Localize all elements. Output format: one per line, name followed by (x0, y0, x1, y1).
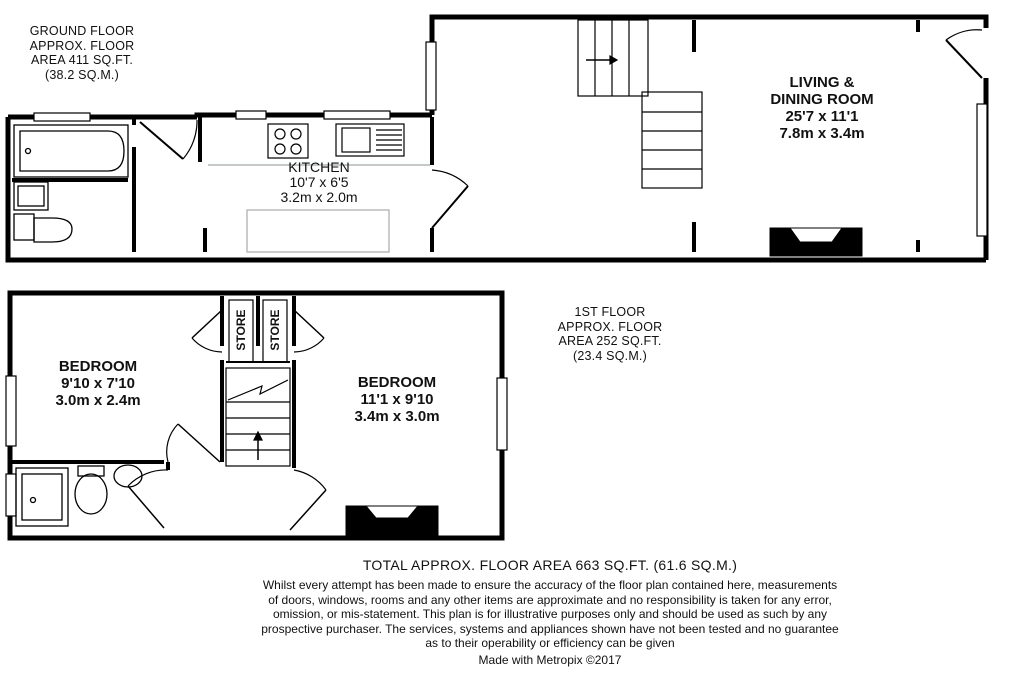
first-floor-area-line: 1ST FLOOR (574, 305, 646, 319)
disclaimer-line: of doors, windows, rooms and any other items are approximate and no responsibility is taken for any error, (268, 592, 832, 607)
ground-floor-area-line: GROUND FLOOR (29, 24, 135, 38)
total-floor-area: TOTAL APPROX. FLOOR AREA 663 SQ.FT. (61.6 SQ.M.) (362, 557, 738, 573)
first-floor-area-line: AREA 252 SQ.FT. (558, 334, 662, 348)
made-with-credit: Made with Metropix ©2017 (478, 653, 622, 667)
bedroom-left-name: BEDROOM (58, 358, 138, 375)
first-floor-doors (128, 424, 326, 530)
toilet (14, 214, 72, 242)
kitchen-name: KITCHEN (288, 159, 350, 175)
living-metric: 7.8m x 3.4m (779, 125, 865, 142)
bedroom-left-label (36, 358, 160, 409)
ground-floor-area-line: APPROX. FLOOR (29, 38, 135, 53)
ground-floor-stairs (578, 20, 702, 188)
living-dining-label (740, 74, 904, 142)
first-floor-fireplace (346, 506, 438, 536)
first-floor-area-line: (23.4 SQ.M.) (573, 348, 647, 363)
basin (14, 182, 48, 210)
kitchen-imperial: 10'7 x 6'5 (289, 174, 349, 190)
living-name-line1: LIVING & (789, 74, 855, 91)
living-imperial: 25'7 x 11'1 (785, 108, 859, 125)
bedroom-left-metric: 3.0m x 2.4m (55, 392, 141, 409)
kitchen-metric: 3.2m x 2.0m (280, 189, 358, 205)
disclaimer-line: Whilst every attempt has been made to ensure the accuracy of the floor plan contained here, measurements (262, 578, 838, 592)
disclaimer (210, 578, 890, 651)
store-left-label: STORE (234, 309, 248, 351)
ground-floor-area-line: AREA 411 SQ.FT. (30, 53, 134, 67)
bathtub (14, 125, 128, 177)
bedroom-right-label (334, 374, 460, 425)
ground-floor-area-line: (38.2 SQ.M.) (45, 67, 119, 82)
ground-floor-area-info (24, 24, 140, 82)
store-right-label: STORE (268, 309, 282, 351)
disclaimer-line: as to their operability or efficiency can be given (425, 636, 675, 650)
shower-tray (16, 468, 68, 526)
first-floor-area-line: APPROX. FLOOR (557, 319, 663, 334)
kitchen-label (254, 160, 384, 205)
ensuite-toilet (75, 466, 107, 514)
bedroom-right-metric: 3.4m x 3.0m (354, 408, 440, 425)
first-floor-area-info (530, 305, 690, 363)
disclaimer-line: prospective purchaser. The services, systems and appliances shown have not been tested and no guarantee (261, 621, 839, 636)
bedroom-right-name: BEDROOM (357, 374, 437, 391)
bedroom-left-imperial: 9'10 x 7'10 (61, 375, 135, 392)
bedroom-right-imperial: 11'1 x 9'10 (360, 391, 434, 408)
first-floor-stairs (226, 368, 290, 466)
disclaimer-line: omission, or mis-statement. This plan is for illustrative purposes only and should be used as such by any (272, 607, 828, 621)
ensuite-basin (114, 465, 142, 487)
ground-floor-fireplace (770, 228, 862, 256)
living-name-line2: DINING ROOM (770, 91, 874, 108)
